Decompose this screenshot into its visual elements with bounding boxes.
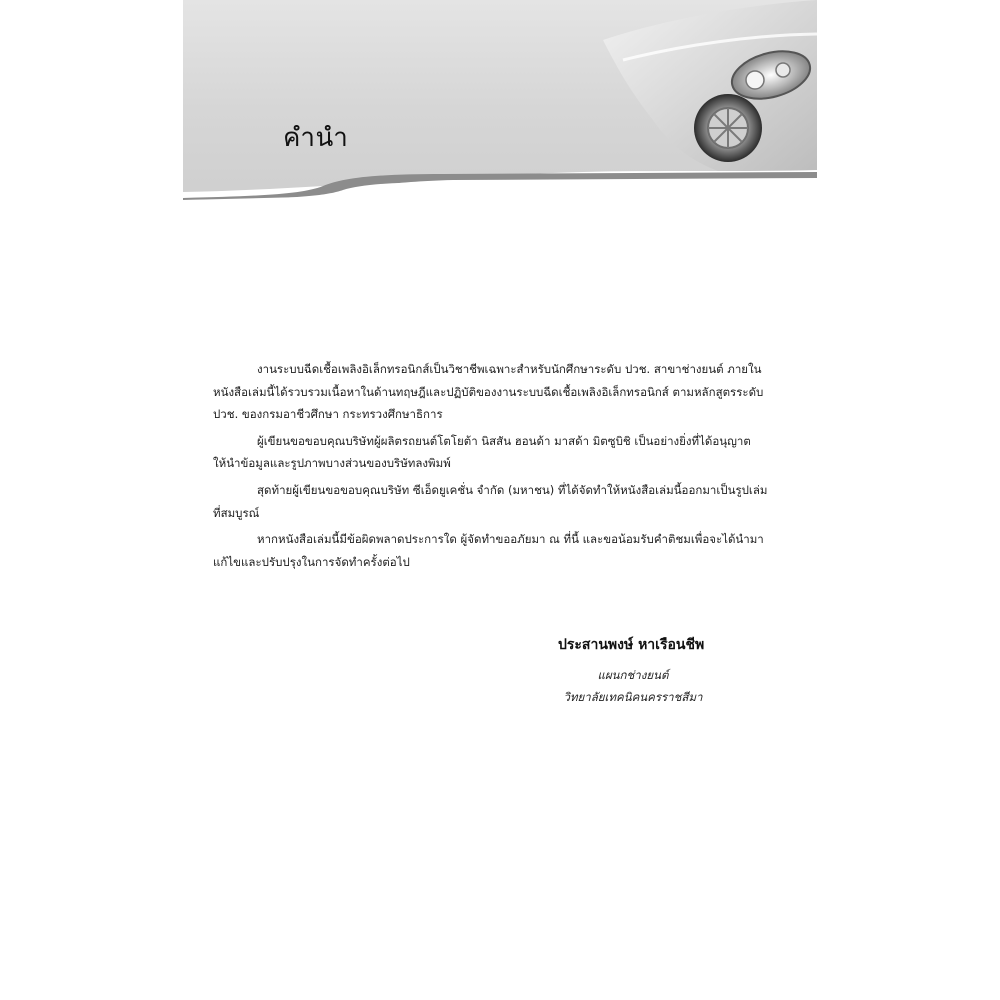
text-line: ปวช. ของกรมอาชีวศึกษา กระทรวงศึกษาธิการ (213, 407, 443, 422)
car-headlight-illustration (183, 0, 817, 200)
book-page (183, 0, 817, 1000)
author-institution: วิทยาลัยเทคนิคนครราชสีมา (563, 690, 703, 704)
signature-block (483, 634, 783, 708)
header-banner (183, 0, 817, 200)
author-name: ประสานพงษ์ หาเรือนชีพ (558, 637, 705, 653)
author-department: แผนกช่างยนต์ (597, 668, 669, 682)
paragraph (213, 479, 791, 524)
text-line: ให้นำข้อมูลและรูปภาพบางส่วนของบริษัทลงพิมพ์ (213, 456, 451, 471)
paragraph (213, 430, 791, 475)
paragraph (213, 358, 791, 426)
text-line: แก้ไขและปรับปรุงในการจัดทำครั้งต่อไป (213, 554, 410, 569)
text-line: ที่สมบูรณ์ (213, 505, 260, 520)
preface-body (213, 358, 791, 577)
page-title: คำนำ (283, 123, 349, 153)
text-line: หากหนังสือเล่มนี้มีข้อผิดพลาดประการใด ผู้จัดทำขออภัยมา ณ ที่นี้ และขอน้อมรับคำติชมเพื่อจะได้นำมา (257, 532, 764, 547)
text-line: ผู้เขียนขอขอบคุณบริษัทผู้ผลิตรถยนต์โตโยต้า นิสสัน ฮอนด้า มาสด้า มิตซูบิชิ เป็นอย่างยิ่งที่ได้อนุญาต (257, 433, 751, 448)
text-line: หนังสือเล่มนี้ได้รวบรวมเนื้อหาในด้านทฤษฎีและปฏิบัติของงานระบบฉีดเชื้อเพลิงอิเล็กทรอนิกส์ ตามหลักสูตรระดับ (213, 384, 764, 399)
text-line: งานระบบฉีดเชื้อเพลิงอิเล็กทรอนิกส์เป็นวิชาชีพเฉพาะสำหรับนักศึกษาระดับ ปวช. สาขาช่างยนต์ ภายใน (257, 362, 762, 376)
paragraph (213, 528, 791, 573)
text-line: สุดท้ายผู้เขียนขอขอบคุณบริษัท ซีเอ็ดยูเคชั่น จำกัด (มหาชน) ที่ได้จัดทำให้หนังสือเล่มนี้ออกมาเป็นรูปเล่ม (257, 482, 768, 497)
